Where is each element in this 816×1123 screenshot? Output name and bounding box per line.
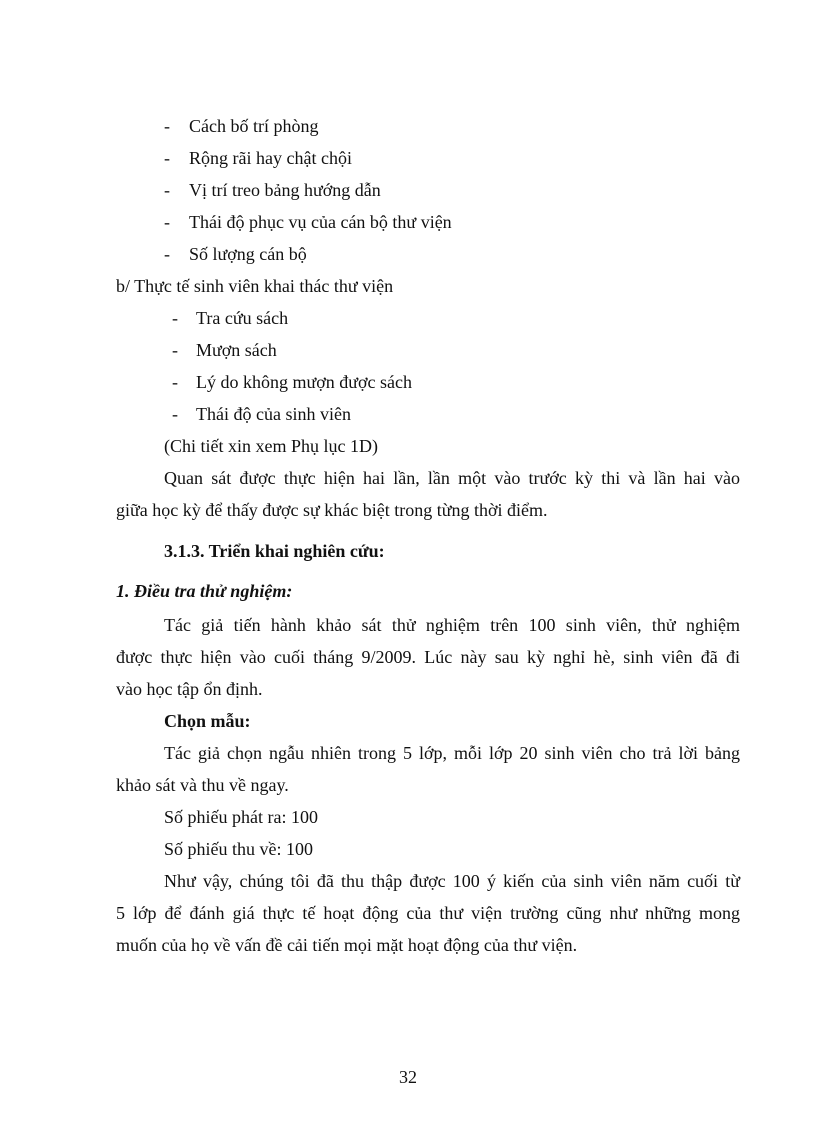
list-item: Lý do không mượn được sách — [196, 372, 413, 392]
appendix-note: (Chi tiết xin xem Phụ lục 1D) — [164, 436, 378, 456]
list-item: Cách bố trí phòng — [189, 116, 319, 136]
section-heading: 3.1.3. Triển khai nghiên cứu: — [164, 541, 385, 561]
list-dash: - — [164, 244, 170, 264]
collected-count: Số phiếu thu về: 100 — [164, 839, 313, 859]
list-dash: - — [172, 340, 178, 360]
issued-count: Số phiếu phát ra: 100 — [164, 807, 318, 827]
list-item: Vị trí treo bảng hướng dẫn — [189, 180, 381, 200]
paragraph-line: 5 lớp để đánh giá thực tế hoạt động của thư viện trường cũng như những mong — [116, 903, 740, 923]
paragraph-line: vào học tập ổn định. — [116, 679, 263, 699]
paragraph-line: Tác giả tiến hành khảo sát thử nghiệm trên 100 sinh viên, thử nghiệm — [164, 615, 740, 635]
paragraph-line: Quan sát được thực hiện hai lần, lần một vào trước kỳ thi và lần hai vào — [164, 468, 740, 488]
list-item: Rộng rãi hay chật chội — [189, 148, 352, 168]
list-item: Số lượng cán bộ — [189, 244, 307, 264]
list-item: Thái độ của sinh viên — [196, 404, 351, 424]
list-dash: - — [172, 372, 178, 392]
list-dash: - — [164, 212, 170, 232]
page-number: 32 — [399, 1067, 417, 1087]
paragraph-line: Tác giả chọn ngẫu nhiên trong 5 lớp, mỗi lớp 20 sinh viên cho trả lời bảng — [164, 743, 740, 763]
list-item: Tra cứu sách — [196, 308, 289, 328]
paragraph-line: giữa học kỳ để thấy được sự khác biệt trong từng thời điểm. — [116, 500, 548, 520]
list-dash: - — [172, 308, 178, 328]
paragraph-line: Như vậy, chúng tôi đã thu thập được 100 ý kiến của sinh viên năm cuối từ — [164, 871, 740, 891]
paragraph-line: khảo sát và thu về ngay. — [116, 775, 289, 795]
paragraph-line: muốn của họ về vấn đề cải tiến mọi mặt hoạt động của thư viện. — [116, 935, 578, 955]
subsection-heading: 1. Điều tra thử nghiệm: — [116, 581, 293, 601]
section-b-heading: b/ Thực tế sinh viên khai thác thư viện — [116, 276, 394, 296]
list-item: Mượn sách — [196, 340, 277, 360]
sampling-heading: Chọn mẫu: — [164, 711, 251, 731]
list-dash: - — [164, 116, 170, 136]
list-dash: - — [164, 148, 170, 168]
list-dash: - — [164, 180, 170, 200]
paragraph-line: được thực hiện vào cuối tháng 9/2009. Lúc này sau kỳ nghỉ hè, sinh viên đã đi — [116, 647, 740, 667]
list-item: Thái độ phục vụ của cán bộ thư viện — [189, 212, 452, 232]
list-dash: - — [172, 404, 178, 424]
